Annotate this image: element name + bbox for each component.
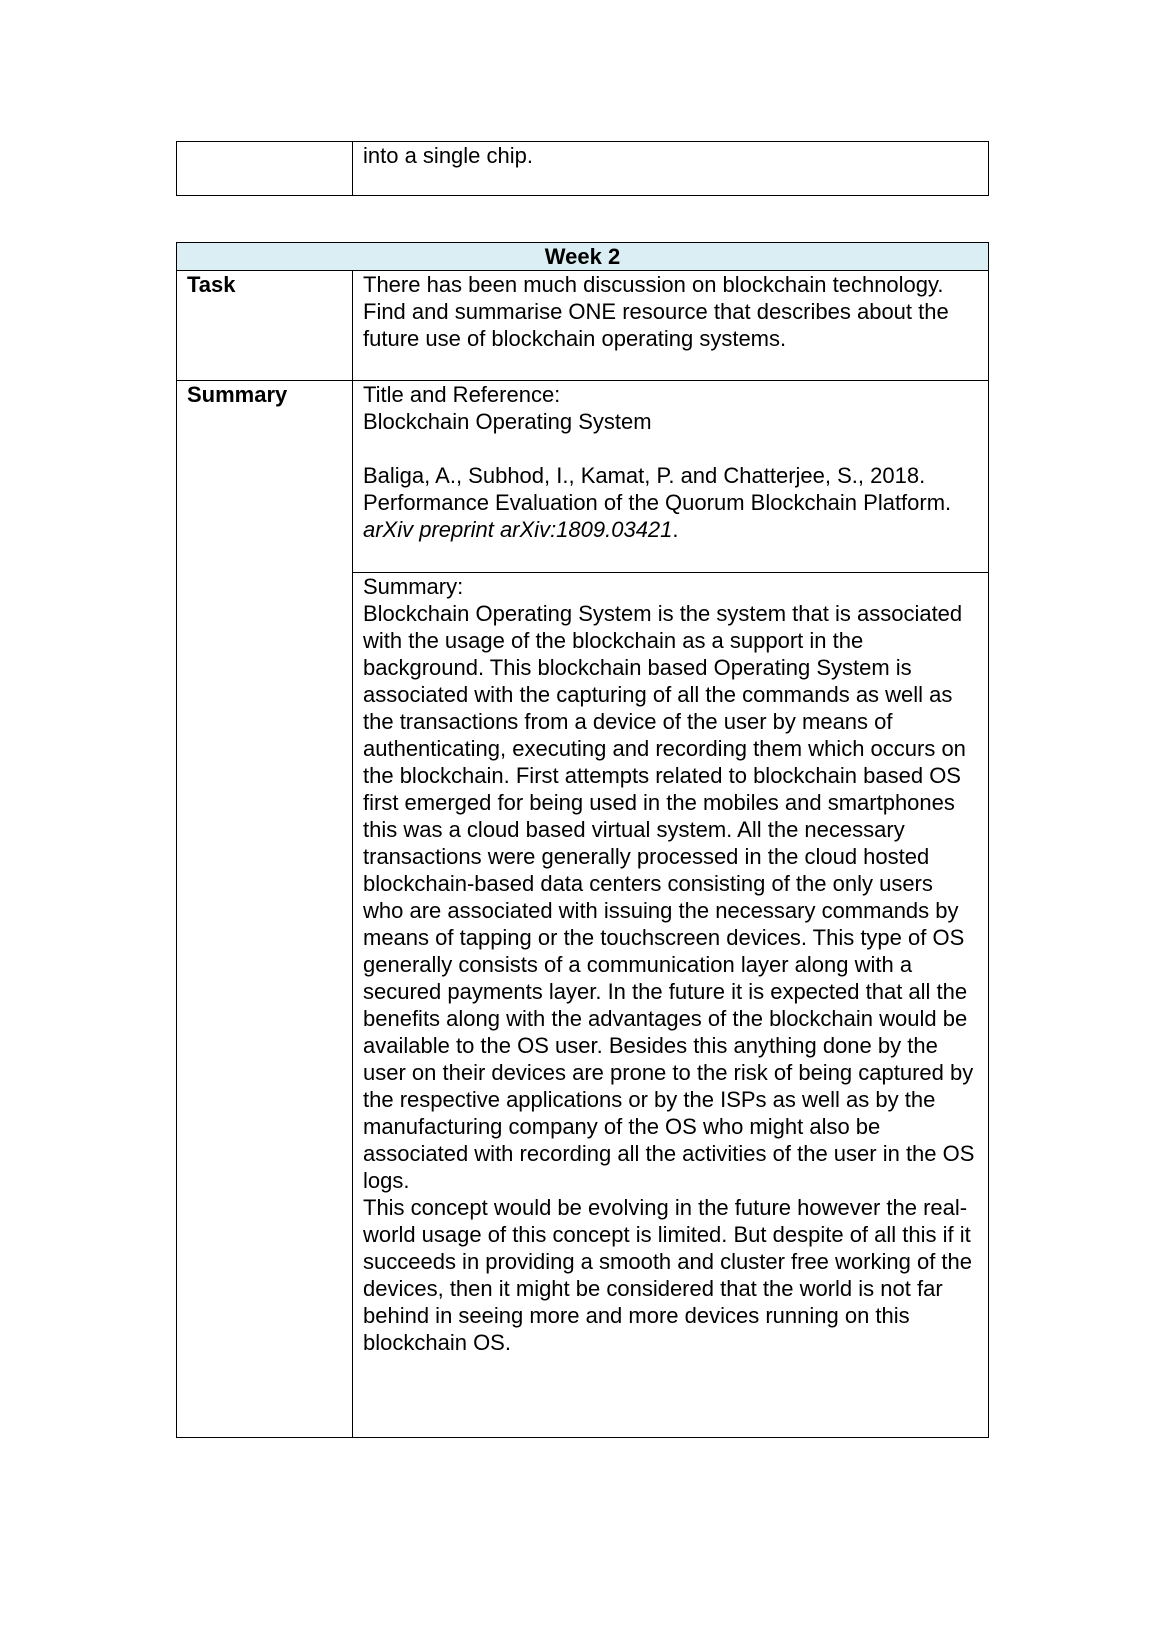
task-text: There has been much discussion on blockchain technology. Find and summarise ONE resource that describes about the future use of blockchain operating systems.	[353, 271, 989, 381]
week-header: Week 2	[177, 243, 989, 271]
continued-text: into a single chip.	[363, 143, 533, 168]
reference-title: Blockchain Operating System	[363, 409, 652, 434]
citation	[363, 462, 978, 543]
empty-label-cell	[177, 142, 353, 196]
citation-plain: Baliga, A., Subhod, I., Kamat, P. and Chatterjee, S., 2018. Performance Evaluation of the Quorum Blockchain Platform.	[363, 463, 952, 515]
previous-week-table	[176, 141, 989, 196]
citation-end: .	[672, 517, 679, 542]
spacer	[363, 435, 978, 462]
task-row	[177, 271, 989, 381]
continued-content-cell	[353, 142, 989, 196]
summary-body-cell	[353, 573, 989, 1438]
table-header-row	[177, 243, 989, 271]
summary-paragraph-2: This concept would be evolving in the future however the real-world usage of this concept is limited. But despite of all this if it succeeds in providing a smooth and cluster free working of the devices, then it might be considered that the world is not far behind in seeing more and more devices running on this blockchain OS.	[363, 1195, 972, 1355]
reference-cell	[353, 381, 989, 573]
citation-journal: arXiv preprint arXiv:1809.03421	[363, 517, 673, 542]
task-label: Task	[177, 271, 353, 381]
week-2-table	[176, 242, 989, 1438]
table-row	[177, 142, 989, 196]
summary-label: Summary	[177, 381, 353, 1438]
summary-paragraph-1: Blockchain Operating System is the system that is associated with the usage of the blockchain as a support in the background. This blockchain based Operating System is associated with the capturing of all the commands as well as the transactions from a device of the user by means of authenticating, executing and recording them which occurs on the blockchain. First attempts related to blockchain based OS first emerged for being used in the mobiles and smartphones this was a cloud based virtual system. All the necessary transactions were generally processed in the cloud hosted blockchain-based data centers consisting of the only users who are associated with issuing the necessary commands by means of tapping or the touchscreen devices. This type of OS generally consists of a communication layer along with a secured payments layer. In the future it is expected that all the benefits along with the advantages of the blockchain would be available to the OS user. Besides this anything done by the user on their devices are prone to the risk of being captured by the respective applications or by the ISPs as well as by the manufacturing company of the OS who might also be associated with recording all the activities of the user in the OS logs.	[363, 601, 975, 1193]
reference-heading: Title and Reference:	[363, 382, 561, 407]
summary-heading: Summary:	[363, 574, 464, 599]
summary-row-reference	[177, 381, 989, 573]
